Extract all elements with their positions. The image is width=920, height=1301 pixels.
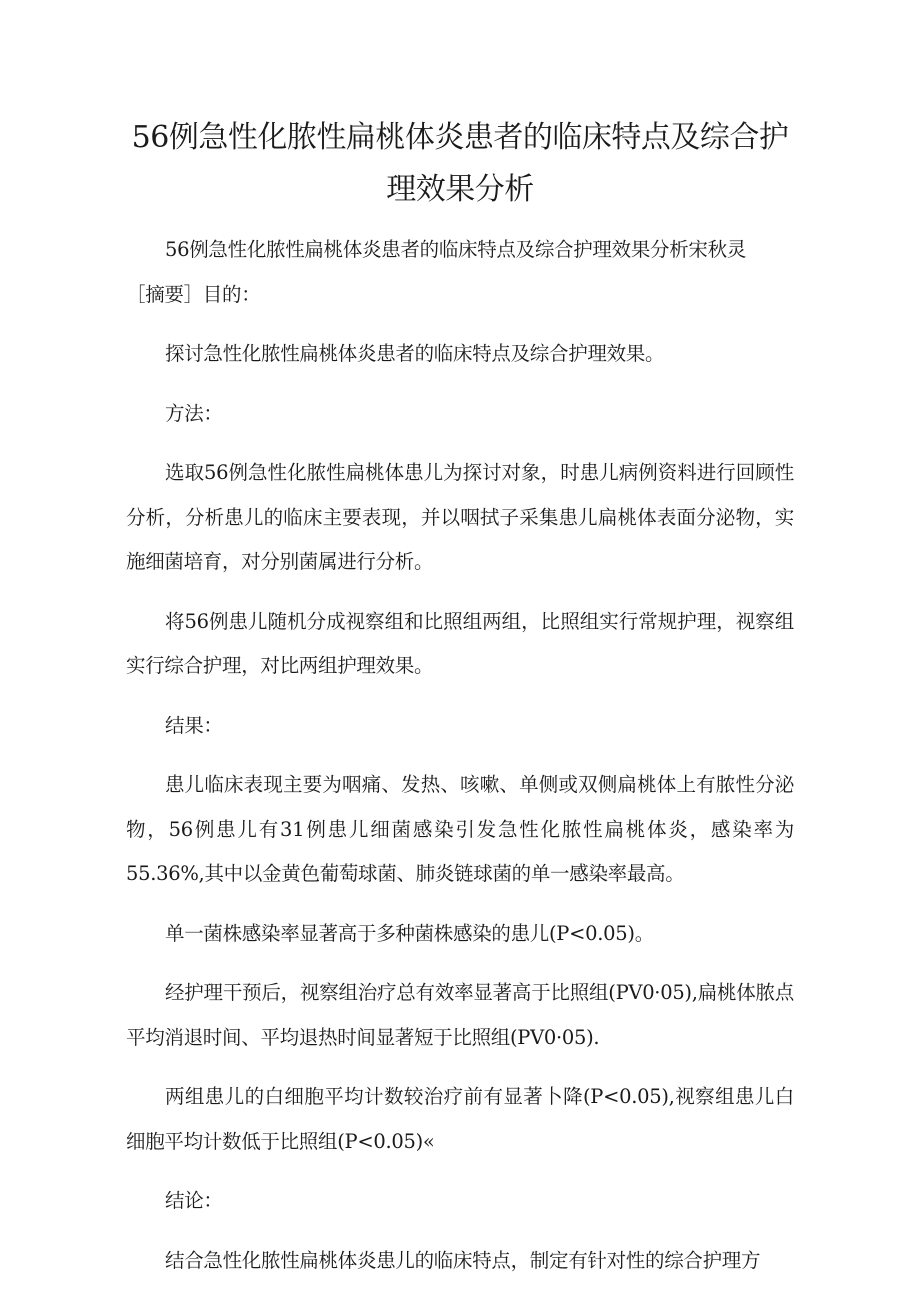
- paragraph-results-wbc: 两组患儿的白细胞平均计数较治疗前有显著卜降(P<0.05),视察组患儿白细胞平均计数低于比照组(P<0.05)«: [126, 1085, 794, 1153]
- paragraph-conclusion-heading: 结论：: [165, 1189, 223, 1212]
- paragraph-author-line: 56例急性化脓性扁桃体炎患者的临床特点及综合护理效果分析宋秋灵: [165, 238, 747, 261]
- paragraph-abstract-purpose-heading: ［摘要］目的：: [126, 282, 261, 306]
- paragraph-purpose: 探讨急性化脓性扁桃体炎患者的临床特点及综合护理效果。: [165, 342, 665, 365]
- paragraph-conclusion: 结合急性化脓性扁桃体炎患儿的临床特点，制定有针对性的综合护理方: [165, 1248, 761, 1272]
- paragraph-methods-grouping: 将56例患儿随机分成视察组和比照组两组，比照组实行常规护理，视察组实行综合护理，对比两组护理效果。: [126, 609, 794, 677]
- paragraph-results-single-strain: 单一菌株感染率显著高于多种菌株感染的患儿(P<0.05)。: [165, 921, 654, 945]
- paragraph-results-symptoms: 患儿临床表现主要为咽痛、发热、咳嗽、单侧或双侧扁桃体上有脓性分泌物，56例患儿有31例患儿细菌感染引发急性化脓性扁桃体炎，感染率为55.36%,其中以金黄色葡萄球菌、肺炎链球菌的单一感染率最高。: [126, 773, 794, 885]
- paragraph-results-heading: 结果：: [165, 713, 223, 737]
- document-title: 56例急性化脓性扁桃体炎患者的临床特点及综合护理效果分析: [131, 120, 789, 207]
- paragraph-results-efficacy: 经护理干预后，视察组治疗总有效率显著高于比照组(PV0·05),扁桃体脓点平均消退时间、平均退热时间显著短于比照组(PV0·05).: [126, 981, 794, 1049]
- paragraph-methods-selection: 选取56例急性化脓性扁桃体患儿为探讨对象，时患儿病例资料进行回顾性分析，分析患儿的临床主要表现，并以咽拭子采集患儿扁桃体表面分泌物，实施细菌培育，对分别菌属进行分析。: [126, 461, 794, 573]
- paragraph-methods-heading: 方法：: [165, 401, 223, 425]
- document-body: [126, 228, 794, 1298]
